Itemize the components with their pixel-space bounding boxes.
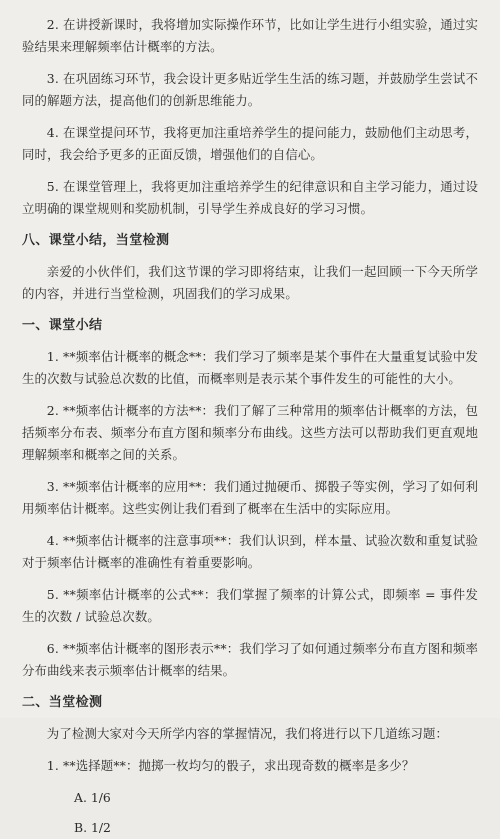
- improvement-paragraph-5: 5. 在课堂管理上，我将更加注重培养学生的纪律意识和自主学习能力，通过设立明确的课堂规则和奖励机制，引导学生养成良好的学习习惯。: [22, 179, 478, 216]
- summary-item: 3. **频率估计概率的应用**：我们通过抛硬币、掷骰子等实例，学习了如何利用频率估计概率。这些实例让我们看到了概率在生活中的实际应用。: [22, 479, 478, 516]
- summary-item: 2. **频率估计概率的方法**：我们了解了三种常用的频率估计概率的方法，包括频率分布表、频率分布直方图和频率分布曲线。这些方法可以帮助我们更直观地理解频率和概率之间的关系。: [22, 403, 478, 462]
- option-b: B. 1/2: [74, 820, 111, 835]
- option-a: A. 1/6: [74, 790, 111, 805]
- section-8-intro: 亲爱的小伙伴们，我们这节课的学习即将结束，让我们一起回顾一下今天所学的内容，并进行当堂检测，巩固我们的学习成果。: [22, 264, 478, 301]
- test-intro: 为了检测大家对今天所学内容的掌握情况，我们将进行以下几道练习题：: [46, 726, 449, 741]
- question-1: 1. **选择题**：抛掷一枚均匀的骰子，求出现奇数的概率是多少？: [46, 758, 415, 773]
- section-8-heading: 八、课堂小结，当堂检测: [22, 233, 170, 248]
- summary-item: 4. **频率估计概率的注意事项**：我们认识到，样本量、试验次数和重复试验对于频率估计概率的准确性有着重要影响。: [22, 533, 478, 570]
- improvement-paragraph-3: 3. 在巩固练习环节，我会设计更多贴近学生生活的练习题，并鼓励学生尝试不同的解题方法，提高他们的创新思维能力。: [22, 71, 478, 108]
- summary-item: 1. **频率估计概率的概念**：我们学习了频率是某个事件在大量重复试验中发生的次数与试验总次数的比值，而概率则是表示某个事件发生的可能性的大小。: [22, 349, 478, 386]
- summary-item: 5. **频率估计概率的公式**：我们掌握了频率的计算公式，即频率 = 事件发生的次数 / 试验总次数。: [22, 587, 478, 624]
- improvement-paragraph-2: 2. 在讲授新课时，我将增加实际操作环节，比如让学生进行小组实验，通过实验结果来理解频率估计概率的方法。: [22, 17, 478, 54]
- test-heading: 二、当堂检测: [22, 695, 103, 710]
- summary-item: 6. **频率估计概率的图形表示**：我们学习了如何通过频率分布直方图和频率分布曲线来表示频率估计概率的结果。: [22, 641, 478, 678]
- summary-heading: 一、课堂小结: [22, 318, 103, 333]
- improvement-paragraph-4: 4. 在课堂提问环节，我将更加注重培养学生的提问能力，鼓励他们主动思考，同时，我会给予更多的正面反馈，增强他们的自信心。: [22, 125, 478, 162]
